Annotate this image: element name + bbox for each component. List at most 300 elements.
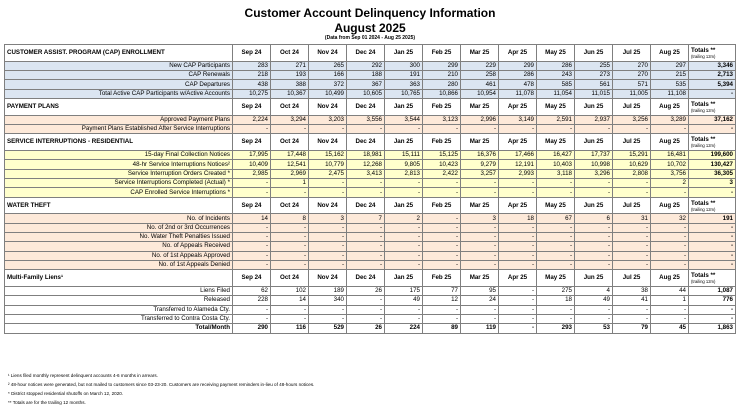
table-cell: 12,191 xyxy=(499,160,537,169)
table-cell: - xyxy=(537,242,575,251)
month-header: Oct 24 xyxy=(271,134,309,151)
table-cell: 10,765 xyxy=(385,89,423,98)
row-label: No. Water Theft Penalties Issued xyxy=(5,233,233,242)
month-header: Jul 25 xyxy=(613,98,651,115)
table-cell: - xyxy=(461,179,499,188)
table-cell: 372 xyxy=(309,80,347,89)
table-cell: 229 xyxy=(461,61,499,70)
table-cell: - xyxy=(651,305,689,314)
table-cell: 11,108 xyxy=(651,89,689,98)
month-header: Feb 25 xyxy=(423,197,461,214)
table-row xyxy=(5,260,736,269)
trailing-label: (trailing 12m) xyxy=(691,107,716,113)
table-cell: 297 xyxy=(651,61,689,70)
table-cell: - xyxy=(271,251,309,260)
table-cell: 2,808 xyxy=(613,169,651,178)
table-cell: 2,813 xyxy=(385,169,423,178)
table-cell: - xyxy=(385,251,423,260)
month-header: Jun 25 xyxy=(575,134,613,151)
table-cell: - xyxy=(575,314,613,323)
table-cell: - xyxy=(613,251,651,260)
table-cell: 243 xyxy=(537,71,575,80)
table-row xyxy=(5,242,736,251)
table-cell: 3,149 xyxy=(499,115,537,124)
month-header: Feb 25 xyxy=(423,134,461,151)
table-cell: 49 xyxy=(385,296,423,305)
table-cell: 10,499 xyxy=(309,89,347,98)
table-cell: 3,413 xyxy=(347,169,385,178)
table-cell: - xyxy=(347,251,385,260)
table-cell: 585 xyxy=(537,80,575,89)
table-cell: 16,376 xyxy=(461,151,499,160)
table-cell: 270 xyxy=(613,61,651,70)
table-cell: - xyxy=(537,179,575,188)
table-cell: - xyxy=(537,223,575,232)
footnote: ** Totals are for the trailing 12 months. xyxy=(8,400,86,405)
table-cell: - xyxy=(575,233,613,242)
table-cell: - xyxy=(651,260,689,269)
table-cell: - xyxy=(271,188,309,197)
table-cell: - xyxy=(423,305,461,314)
table-cell: - xyxy=(613,233,651,242)
table-cell: 478 xyxy=(499,80,537,89)
month-header: Jul 25 xyxy=(613,197,651,214)
table-cell: 270 xyxy=(613,71,651,80)
table-cell: - xyxy=(461,251,499,260)
table-cell: - xyxy=(613,125,651,134)
month-header: Jan 25 xyxy=(385,134,423,151)
table-cell: - xyxy=(575,305,613,314)
table-cell: 166 xyxy=(309,71,347,80)
month-header: Aug 25 xyxy=(651,270,689,287)
table-cell: 188 xyxy=(347,71,385,80)
table-cell: 6 xyxy=(575,214,613,223)
table-cell: - xyxy=(537,251,575,260)
table-row xyxy=(5,287,736,296)
table-cell: 286 xyxy=(499,71,537,80)
table-cell: 215 xyxy=(651,71,689,80)
month-header: Aug 25 xyxy=(651,197,689,214)
table-cell: 17,448 xyxy=(271,151,309,160)
month-header: Aug 25 xyxy=(651,134,689,151)
table-cell: 228 xyxy=(233,296,271,305)
row-label: New CAP Participants xyxy=(5,61,233,70)
table-cell: 79 xyxy=(613,324,651,333)
month-header: May 25 xyxy=(537,98,575,115)
table-cell: 18 xyxy=(537,296,575,305)
table-cell: - xyxy=(461,260,499,269)
table-row xyxy=(5,89,736,98)
table-cell: 275 xyxy=(537,287,575,296)
table-cell: 438 xyxy=(233,80,271,89)
table-cell: 7 xyxy=(347,214,385,223)
table-cell: - xyxy=(651,233,689,242)
month-header: Sep 24 xyxy=(233,197,271,214)
month-header: Dec 24 xyxy=(347,270,385,287)
table-cell: - xyxy=(385,223,423,232)
month-header: Jan 25 xyxy=(385,270,423,287)
table-cell: 561 xyxy=(575,80,613,89)
totals-label: Totals ** xyxy=(691,100,716,108)
table-cell: 265 xyxy=(309,61,347,70)
table-cell: 3 xyxy=(309,214,347,223)
table-cell: - xyxy=(651,251,689,260)
table-cell: - xyxy=(461,305,499,314)
row-label: CAP Departures xyxy=(5,80,233,89)
table-cell: 10,605 xyxy=(347,89,385,98)
table-cell: 2,475 xyxy=(309,169,347,178)
table-cell: - xyxy=(461,242,499,251)
table-cell: - xyxy=(385,260,423,269)
table-cell: 95 xyxy=(461,287,499,296)
table-cell: - xyxy=(499,296,537,305)
month-header: Feb 25 xyxy=(423,270,461,287)
footnote: ² 48-hour notices were generated, but not mailed to customers since 03-23-20. Customers are receiving payment reminders in-lieu of 48-hours notices. xyxy=(8,382,315,387)
table-cell: 32 xyxy=(651,214,689,223)
table-cell: - xyxy=(309,305,347,314)
table-row xyxy=(5,223,736,232)
table-cell: 44 xyxy=(651,287,689,296)
section-header xyxy=(5,45,736,62)
table-cell: 2,937 xyxy=(575,115,613,124)
table-row xyxy=(5,214,736,223)
section-title: Multi-Family Liens¹ xyxy=(5,270,233,287)
table-cell: 535 xyxy=(651,80,689,89)
table-cell: 292 xyxy=(347,61,385,70)
table-cell: - xyxy=(271,233,309,242)
table-cell: - xyxy=(575,223,613,232)
table-cell: 290 xyxy=(233,324,271,333)
table-cell: 10,409 xyxy=(233,160,271,169)
row-label: 48-hr Service Interruptions Notices² xyxy=(5,160,233,169)
month-header: Mar 25 xyxy=(461,98,499,115)
section-header xyxy=(5,134,736,151)
table-cell: - xyxy=(537,233,575,242)
table-cell: - xyxy=(537,188,575,197)
month-header: Oct 24 xyxy=(271,45,309,62)
row-label: No. of 1st Appeals Approved xyxy=(5,251,233,260)
table-row xyxy=(5,151,736,160)
row-total: - xyxy=(689,260,736,269)
table-cell: - xyxy=(347,233,385,242)
row-label: No. of 2nd or 3rd Occurrences xyxy=(5,223,233,232)
table-cell: 24 xyxy=(461,296,499,305)
table-cell: - xyxy=(347,260,385,269)
table-cell: 12 xyxy=(423,296,461,305)
table-cell: 2,591 xyxy=(537,115,575,124)
table-cell: 14 xyxy=(271,296,309,305)
table-cell: 17,995 xyxy=(233,151,271,160)
table-cell: 2,224 xyxy=(233,115,271,124)
month-header: Apr 25 xyxy=(499,270,537,287)
table-cell: - xyxy=(233,251,271,260)
table-cell: - xyxy=(613,223,651,232)
table-cell: 15,111 xyxy=(385,151,423,160)
table-cell: - xyxy=(499,242,537,251)
table-cell: - xyxy=(385,188,423,197)
row-total: 3,346 xyxy=(689,61,736,70)
totals-header xyxy=(689,270,736,287)
month-header: Nov 24 xyxy=(309,45,347,62)
row-label: Payment Plans Established After Service Interruptions xyxy=(5,125,233,134)
trailing-label: (trailing 12m) xyxy=(691,206,716,212)
month-header: Mar 25 xyxy=(461,134,499,151)
month-header: Dec 24 xyxy=(347,45,385,62)
table-cell: - xyxy=(309,233,347,242)
row-label: Service Interruptions Completed (Actual) * xyxy=(5,179,233,188)
table-cell: - xyxy=(499,125,537,134)
totals-label: Totals ** xyxy=(691,199,716,207)
report-title: Customer Account Delinquency Information xyxy=(244,6,496,20)
table-cell: - xyxy=(233,233,271,242)
table-cell: 367 xyxy=(347,80,385,89)
table-cell: - xyxy=(613,314,651,323)
table-cell: - xyxy=(347,125,385,134)
month-header: Mar 25 xyxy=(461,45,499,62)
table-cell: - xyxy=(233,125,271,134)
row-label: Service Interruption Orders Created * xyxy=(5,169,233,178)
table-cell: - xyxy=(613,305,651,314)
table-cell: 3,257 xyxy=(461,169,499,178)
table-cell: 2 xyxy=(651,179,689,188)
month-header: Sep 24 xyxy=(233,134,271,151)
table-cell: - xyxy=(347,188,385,197)
month-header: Nov 24 xyxy=(309,197,347,214)
table-cell: 49 xyxy=(575,296,613,305)
table-cell: 89 xyxy=(423,324,461,333)
table-cell: - xyxy=(385,233,423,242)
month-header: Jul 25 xyxy=(613,45,651,62)
section-header xyxy=(5,98,736,115)
section-title: CUSTOMER ASSIST. PROGRAM (CAP) ENROLLMENT xyxy=(5,45,233,62)
row-label: No. of 1st Appeals Denied xyxy=(5,260,233,269)
row-total: - xyxy=(689,89,736,98)
table-cell: 255 xyxy=(575,61,613,70)
table-cell: - xyxy=(499,223,537,232)
month-header: May 25 xyxy=(537,134,575,151)
table-cell: - xyxy=(613,188,651,197)
table-cell: - xyxy=(499,324,537,333)
table-cell: 10,367 xyxy=(271,89,309,98)
row-label: Approved Payment Plans xyxy=(5,115,233,124)
table-cell: 16,481 xyxy=(651,151,689,160)
month-header: Oct 24 xyxy=(271,197,309,214)
table-cell: 53 xyxy=(575,324,613,333)
table-cell: 10,403 xyxy=(537,160,575,169)
section-title: SERVICE INTERRUPTIONS - RESIDENTIAL xyxy=(5,134,233,151)
table-cell: 210 xyxy=(423,71,461,80)
table-cell: - xyxy=(423,223,461,232)
table-cell: 3,296 xyxy=(575,169,613,178)
table-cell: - xyxy=(575,260,613,269)
section-header xyxy=(5,270,736,287)
table-row xyxy=(5,324,736,333)
table-cell: - xyxy=(385,305,423,314)
row-total: - xyxy=(689,242,736,251)
table-cell: 45 xyxy=(651,324,689,333)
table-cell: - xyxy=(499,314,537,323)
table-cell: - xyxy=(347,242,385,251)
table-cell: - xyxy=(537,125,575,134)
table-row xyxy=(5,233,736,242)
table-cell: 18,981 xyxy=(347,151,385,160)
month-header: May 25 xyxy=(537,197,575,214)
footnotes xyxy=(8,371,314,407)
table-cell: - xyxy=(233,223,271,232)
table-row xyxy=(5,169,736,178)
delinquency-table xyxy=(4,44,736,334)
table-cell: 17,466 xyxy=(499,151,537,160)
table-cell: 286 xyxy=(537,61,575,70)
table-cell: 10,275 xyxy=(233,89,271,98)
table-cell: 10,779 xyxy=(309,160,347,169)
table-cell: - xyxy=(309,188,347,197)
table-cell: - xyxy=(385,314,423,323)
row-total: 191 xyxy=(689,214,736,223)
table-cell: - xyxy=(651,223,689,232)
table-cell: - xyxy=(347,179,385,188)
table-cell: - xyxy=(423,214,461,223)
month-header: Dec 24 xyxy=(347,134,385,151)
table-cell: 15,125 xyxy=(423,151,461,160)
table-cell: 12,268 xyxy=(347,160,385,169)
table-cell: - xyxy=(651,314,689,323)
row-total: - xyxy=(689,125,736,134)
report-subtitle: August 2025 xyxy=(334,21,406,35)
table-cell: - xyxy=(423,314,461,323)
month-header: Jun 25 xyxy=(575,197,613,214)
table-cell: - xyxy=(651,188,689,197)
table-cell: - xyxy=(499,251,537,260)
table-cell: 271 xyxy=(271,61,309,70)
table-cell: 191 xyxy=(385,71,423,80)
table-cell: - xyxy=(651,242,689,251)
month-header: Sep 24 xyxy=(233,270,271,287)
totals-header xyxy=(689,134,736,151)
table-cell: 10,702 xyxy=(651,160,689,169)
table-cell: - xyxy=(347,314,385,323)
table-cell: 15,291 xyxy=(613,151,651,160)
table-cell: 299 xyxy=(499,61,537,70)
table-cell: 14 xyxy=(233,214,271,223)
row-label: 15-day Final Collection Notices xyxy=(5,151,233,160)
month-header: Jun 25 xyxy=(575,45,613,62)
month-header: Apr 25 xyxy=(499,197,537,214)
table-cell: - xyxy=(309,242,347,251)
table-cell: 10,629 xyxy=(613,160,651,169)
table-row xyxy=(5,71,736,80)
table-cell: 8 xyxy=(271,214,309,223)
table-cell: 1 xyxy=(271,179,309,188)
totals-header xyxy=(689,45,736,62)
table-cell: 193 xyxy=(271,71,309,80)
table-cell: 3,123 xyxy=(423,115,461,124)
table-cell: 3,203 xyxy=(309,115,347,124)
table-cell: - xyxy=(537,305,575,314)
table-cell: 12,541 xyxy=(271,160,309,169)
table-cell: - xyxy=(499,179,537,188)
table-cell: 218 xyxy=(233,71,271,80)
table-cell: 11,015 xyxy=(575,89,613,98)
table-cell: 10,998 xyxy=(575,160,613,169)
table-cell: - xyxy=(461,314,499,323)
table-cell: - xyxy=(423,242,461,251)
table-cell: 38 xyxy=(613,287,651,296)
table-cell: - xyxy=(499,233,537,242)
month-header: Mar 25 xyxy=(461,197,499,214)
footnote: ¹ Liens filed monthly represent delinquent accounts 4-6 months in arrears. xyxy=(8,373,158,378)
table-cell: - xyxy=(271,125,309,134)
table-cell: 283 xyxy=(233,61,271,70)
month-header: Dec 24 xyxy=(347,197,385,214)
month-header: May 25 xyxy=(537,45,575,62)
trailing-label: (trailing 12m) xyxy=(691,143,716,149)
row-total: 36,305 xyxy=(689,169,736,178)
table-cell: 1 xyxy=(651,296,689,305)
table-cell: - xyxy=(385,125,423,134)
table-cell: 2,996 xyxy=(461,115,499,124)
row-label: Total Active CAP Participants w/Active Accounts xyxy=(5,89,233,98)
table-cell: - xyxy=(423,125,461,134)
table-cell: 3,118 xyxy=(537,169,575,178)
table-cell: 11,054 xyxy=(537,89,575,98)
table-cell: - xyxy=(423,233,461,242)
section-title: WATER THEFT xyxy=(5,197,233,214)
table-cell: 26 xyxy=(347,287,385,296)
table-cell: - xyxy=(423,188,461,197)
table-cell: 273 xyxy=(575,71,613,80)
table-cell: 363 xyxy=(385,80,423,89)
month-header: Apr 25 xyxy=(499,98,537,115)
table-cell: - xyxy=(347,305,385,314)
month-header: Oct 24 xyxy=(271,270,309,287)
month-header: Sep 24 xyxy=(233,98,271,115)
table-cell: 9,805 xyxy=(385,160,423,169)
table-cell: - xyxy=(309,314,347,323)
row-label: No. of Incidents xyxy=(5,214,233,223)
totals-header xyxy=(689,197,736,214)
table-cell: - xyxy=(309,125,347,134)
section-title: PAYMENT PLANS xyxy=(5,98,233,115)
month-header: Apr 25 xyxy=(499,134,537,151)
table-cell: - xyxy=(651,125,689,134)
month-header: Sep 24 xyxy=(233,45,271,62)
table-cell: - xyxy=(575,179,613,188)
row-label: Released xyxy=(5,296,233,305)
table-cell: - xyxy=(499,305,537,314)
table-cell: - xyxy=(233,188,271,197)
table-row xyxy=(5,115,736,124)
row-total: 130,427 xyxy=(689,160,736,169)
row-total: - xyxy=(689,188,736,197)
table-cell: 16,427 xyxy=(537,151,575,160)
table-cell: - xyxy=(461,233,499,242)
month-header: Jul 25 xyxy=(613,134,651,151)
table-cell: - xyxy=(271,223,309,232)
table-cell: - xyxy=(613,260,651,269)
table-cell: 116 xyxy=(271,324,309,333)
row-label: Transferred to Contra Costa Cty. xyxy=(5,314,233,323)
table-cell: - xyxy=(575,125,613,134)
table-cell: 189 xyxy=(309,287,347,296)
table-cell: - xyxy=(461,188,499,197)
table-cell: 10,866 xyxy=(423,89,461,98)
table-cell: - xyxy=(233,305,271,314)
table-cell: - xyxy=(309,260,347,269)
table-cell: - xyxy=(537,314,575,323)
data-range: (Data from Sep 01 2024 - Aug 25 2025) xyxy=(324,35,416,41)
section-header xyxy=(5,197,736,214)
